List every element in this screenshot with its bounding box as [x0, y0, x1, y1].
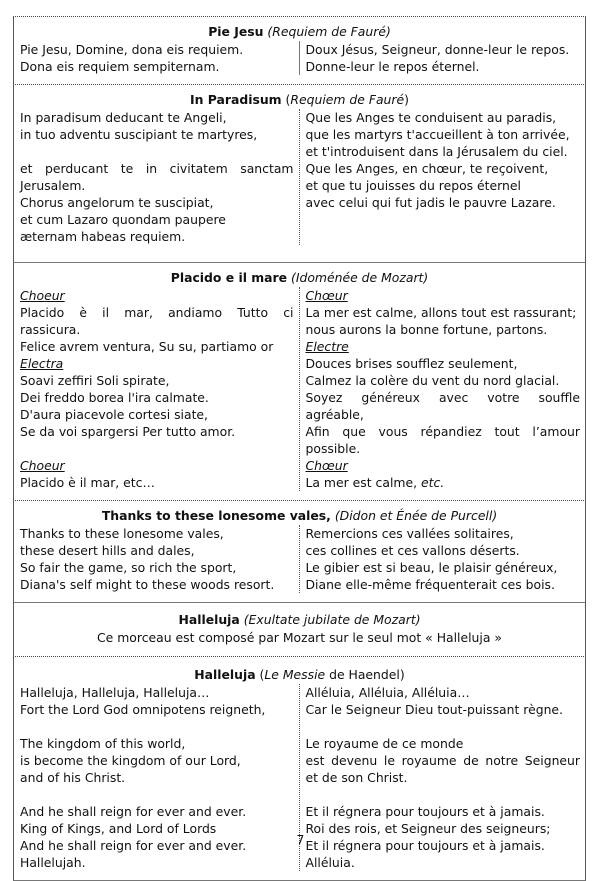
section-pie-jesu — [13, 16, 586, 84]
lyric-line: Que les Anges, en chœur, te reçoivent, — [305, 161, 549, 176]
piece-title: In Paradisum — [190, 92, 282, 107]
lyric-line: Alléluia, Alléluia, Alléluia… — [305, 685, 470, 700]
lyric-line: So fair the game, so rich the sport, — [20, 560, 237, 575]
lyric-line: agréable, — [305, 407, 364, 422]
lyric-line: In paradisum deducant te Angeli, — [20, 110, 227, 125]
piece-composer: de Haendel) — [325, 667, 405, 682]
piece-title: Pie Jesu — [208, 24, 264, 39]
lyric-line: et perducant te in civitatem sanctam — [20, 161, 294, 176]
lyric-line: Chorus angelorum te suscipiat, — [20, 195, 214, 210]
lyric-line: Remercions ces vallées solitaires, — [305, 526, 514, 541]
lyric-line: La mer est calme, allons tout est rassurant; — [305, 305, 577, 320]
blank-line — [306, 718, 581, 735]
role-label: Choeur — [20, 458, 65, 473]
lyric-text: La mer est calme, — [305, 475, 421, 490]
section-title — [14, 603, 585, 629]
lyric-line: nous aurons la bonne fortune, partons. — [305, 322, 548, 337]
section-title — [14, 263, 585, 287]
lyric-line: est devenu le royaume de notre Seigneur — [305, 753, 580, 768]
lyric-line: Et il régnera pour toujours et à jamais. — [305, 838, 545, 853]
lyric-line: Soyez généreux avec votre souffle — [305, 390, 580, 405]
piece-title: Halleluja — [194, 667, 256, 682]
blank-line — [20, 786, 294, 803]
lyric-line: these desert hills and dales, — [20, 543, 195, 558]
lyric-line: Diana's self might to these woods resort. — [20, 577, 275, 592]
lyric-line: Calmez la colère du vent du nord glacial. — [305, 373, 560, 388]
section-thanks-to-these-lonesome-vales — [13, 500, 586, 602]
lyric-line: Le royaume de ce monde — [305, 736, 464, 751]
lyric-line: æternam habeas requiem. — [20, 229, 186, 244]
lyric-line: Car le Seigneur Dieu tout-puissant règne. — [305, 702, 563, 717]
paren: ( — [281, 92, 291, 107]
lyric-line: Afin que vous répandiez tout l’amour — [305, 424, 580, 439]
lyric-line: et t'introduisent dans la Jérusalem du ciel. — [305, 144, 568, 159]
section-title — [14, 657, 585, 684]
paren: ) — [404, 92, 409, 107]
lyric-line: Soavi zeffiri Soli spirate, — [20, 373, 170, 388]
lyric-line: Thanks to these lonesome vales, — [20, 526, 224, 541]
lyric-line: The kingdom of this world, — [20, 736, 186, 751]
role-label: Chœur — [305, 458, 348, 473]
role-label: Chœur — [305, 288, 348, 303]
lyric-line: rassicura. — [20, 322, 81, 337]
piece-source: (Exultate jubilate de Mozart) — [239, 612, 421, 627]
piece-title: Thanks to these lonesome vales, — [101, 508, 331, 523]
section-title — [14, 501, 585, 525]
section-placido-e-il-mare — [13, 262, 586, 500]
section-note: Ce morceau est composé par Mozart sur le seul mot « Halleluja » — [97, 630, 502, 645]
english-column — [14, 525, 300, 593]
role-label: Choeur — [20, 288, 65, 303]
page-number: 7 — [296, 832, 305, 847]
section-in-paradisum — [13, 84, 586, 262]
section-halleluja-mozart — [13, 602, 586, 656]
lyric-line: et de son Christ. — [305, 770, 408, 785]
lyric-line: Hallelujah. — [20, 855, 86, 870]
paren: ( — [255, 667, 265, 682]
section-title — [14, 85, 585, 109]
lyric-line: Felice avrem ventura, Su su, partiamo or — [20, 339, 274, 354]
italian-column — [14, 287, 300, 491]
role-label: Electra — [20, 356, 64, 371]
lyric-line: Placido è il mar, etc… — [20, 475, 155, 490]
lyric-etc: etc. — [420, 475, 445, 490]
lyric-line: Roi des rois, et Seigneur des seigneurs; — [305, 821, 551, 836]
blank-line — [306, 786, 581, 803]
lyric-line — [306, 474, 581, 491]
piece-title: Halleluja — [178, 612, 240, 627]
lyric-line: And he shall reign for ever and ever. — [20, 838, 247, 853]
blank-line — [20, 440, 294, 457]
piece-title: Placido e il mare — [170, 270, 288, 285]
lyric-line: Se da voi spargersi Per tutto amor. — [20, 424, 236, 439]
blank-line — [20, 718, 294, 735]
lyric-line: Pie Jesu, Domine, dona eis requiem. — [20, 42, 244, 57]
lyric-line: Placido è il mar, andiamo Tutto ci — [20, 305, 294, 320]
lyric-line: Dona eis requiem sempiternam. — [20, 59, 220, 74]
piece-source: (Didon et Énée de Purcell) — [330, 508, 498, 523]
lyric-line: Dei freddo borea l'ira calmate. — [20, 390, 209, 405]
piece-source: (Requiem de Fauré) — [263, 24, 391, 39]
lyric-line: in tuo adventu suscipiant te martyres, — [20, 127, 258, 142]
french-column — [300, 287, 586, 491]
lyric-line: Fort the Lord God omnipotens reigneth, — [20, 702, 266, 717]
latin-column — [14, 41, 300, 75]
lyric-line: Diane elle-même fréquenterait ces bois. — [305, 577, 555, 592]
lyric-line: Halleluja, Halleluja, Halleluja… — [20, 685, 210, 700]
lyric-line: King of Kings, and Lord of Lords — [20, 821, 217, 836]
lyric-line: Alléluia. — [305, 855, 355, 870]
lyric-line: que les martyrs t'accueillent à ton arrivée, — [305, 127, 570, 142]
french-column — [300, 109, 586, 245]
lyric-line: Donne-leur le repos éternel. — [305, 59, 480, 74]
lyric-line: Le gibier est si beau, le plaisir généreux, — [305, 560, 558, 575]
lyrics-table — [13, 16, 586, 881]
lyric-line: possible. — [305, 441, 361, 456]
blank-line — [20, 143, 294, 160]
lyric-line: is become the kingdom of our Lord, — [20, 753, 241, 768]
lyric-line: Douces brises soufflez seulement, — [305, 356, 518, 371]
section-title — [14, 17, 585, 41]
lyric-line: Jerusalem. — [20, 178, 86, 193]
french-column — [300, 525, 586, 593]
lyric-line: and of his Christ. — [20, 770, 126, 785]
lyric-line: et que tu jouisses du repos éternel — [305, 178, 521, 193]
lyric-line: Et il régnera pour toujours et à jamais. — [305, 804, 545, 819]
french-column — [300, 41, 586, 75]
lyric-line: et cum Lazaro quondam paupere — [20, 212, 226, 227]
lyric-line: ces collines et ces vallons déserts. — [305, 543, 520, 558]
piece-source: Le Messie — [264, 667, 326, 682]
piece-source: Requiem de Fauré — [290, 92, 405, 107]
lyric-line: Doux Jésus, Seigneur, donne-leur le repos. — [305, 42, 570, 57]
role-label: Electre — [305, 339, 349, 354]
lyric-line: avec celui qui fut jadis le pauvre Lazare. — [305, 195, 556, 210]
lyric-line: D'aura piacevole cortesi siate, — [20, 407, 208, 422]
lyric-line: Que les Anges te conduisent au paradis, — [305, 110, 557, 125]
latin-column — [14, 109, 300, 245]
lyric-line: And he shall reign for ever and ever. — [20, 804, 247, 819]
piece-source: (Idoménée de Mozart) — [287, 270, 429, 285]
